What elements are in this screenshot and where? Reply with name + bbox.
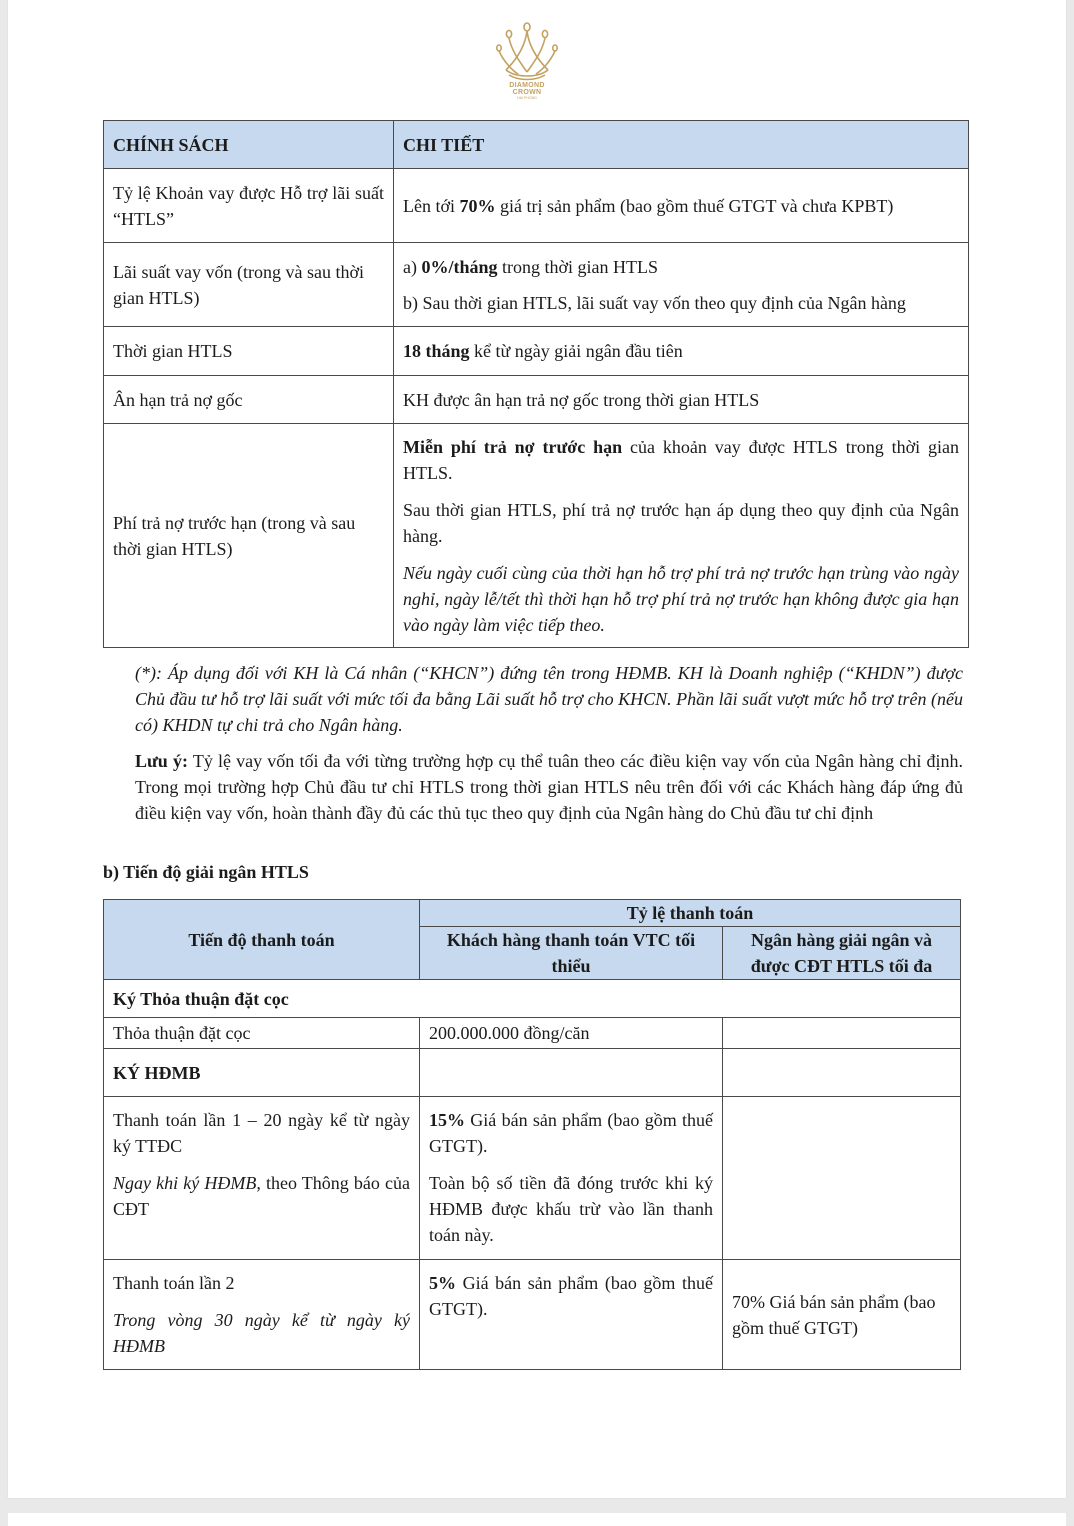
empty-cell — [723, 1049, 961, 1097]
table-row — [104, 243, 969, 327]
section-heading: b) Tiến độ giải ngân HTLS — [103, 862, 309, 882]
header-policy: CHÍNH SÁCH — [104, 121, 394, 169]
detail-cell: KH được ân hạn trả nợ gốc trong thời gian HTLS — [394, 376, 969, 424]
table-row — [104, 424, 969, 648]
payment-1-label: Thanh toán lần 1 – 20 ngày kể từ ngày ký TTĐC Ngay khi ký HĐMB, theo Thông báo của CĐT — [104, 1097, 420, 1260]
empty-cell — [723, 1097, 961, 1260]
table-row — [104, 1260, 961, 1370]
detail-cell: 18 tháng kể từ ngày giải ngân đầu tiên — [394, 327, 969, 376]
deposit-bank — [723, 1018, 961, 1049]
table-row — [104, 1097, 961, 1260]
next-page-edge — [8, 1513, 1066, 1526]
payment-2-value: 5% Giá bán sản phẩm (bao gồm thuế GTGT). — [420, 1260, 723, 1370]
note-paragraph: Lưu ý: Tỷ lệ vay vốn tối đa với từng trường hợp cụ thể tuân theo các điều kiện vay vốn của Ngân hàng chỉ định. Trong mọi trường hợp Chủ đầu tư chỉ HTLS trong thời gian HTLS nêu trên đối với các Khách hàng đáp ứng đủ điều kiện vay vốn, hoàn thành đầy đủ các thủ tục theo quy định của Ngân hàng do Chủ đầu tư chỉ định — [135, 751, 963, 823]
payment-2-label: Thanh toán lần 2 Trong vòng 30 ngày kể từ ngày ký HĐMB — [104, 1260, 420, 1370]
table-row — [104, 980, 961, 1018]
payment-1-value: 15% Giá bán sản phẩm (bao gồm thuế GTGT). Toàn bộ số tiền đã đóng trước khi ký HĐMB được khấu trừ vào lần thanh toán này. — [420, 1097, 723, 1260]
table-row — [104, 1018, 961, 1049]
detail-cell: a) 0%/tháng trong thời gian HTLS b) Sau thời gian HTLS, lãi suất vay vốn theo quy định của Ngân hàng — [394, 243, 969, 327]
policy-cell: Lãi suất vay vốn (trong và sau thời gian HTLS) — [104, 243, 394, 327]
policy-cell: Ân hạn trả nợ gốc — [104, 376, 394, 424]
disbursement-table — [103, 899, 961, 1370]
header-progress: Tiến độ thanh toán — [104, 900, 420, 980]
logo-line-1: DIAMOND — [509, 82, 545, 89]
payment-2-bank: 70% Giá bán sản phẩm (bao gồm thuế GTGT) — [723, 1260, 961, 1370]
policy-cell: Thời gian HTLS — [104, 327, 394, 376]
policy-cell: Tỷ lệ Khoản vay được Hỗ trợ lãi suất “HTLS” — [104, 169, 394, 243]
section-row-contract: KÝ HĐMB — [104, 1049, 420, 1097]
logo-line-3: HAI PHONG — [517, 96, 537, 100]
table-row — [104, 376, 969, 424]
table-row — [104, 327, 969, 376]
logo-line-2: CROWN — [512, 89, 542, 96]
diamond-crown-logo — [492, 22, 562, 110]
deposit-value: 200.000.000 đồng/căn — [420, 1018, 723, 1049]
header-bank-max: Ngân hàng giải ngân và được CĐT HTLS tối đa — [723, 927, 961, 980]
header-payment-rate: Tỷ lệ thanh toán — [420, 900, 961, 927]
detail-cell: Lên tới 70% giá trị sản phẩm (bao gồm thuế GTGT và chưa KPBT) — [394, 169, 969, 243]
crown-icon — [494, 22, 560, 82]
empty-cell — [420, 1049, 723, 1097]
table-row — [104, 169, 969, 243]
policy-cell: Phí trả nợ trước hạn (trong và sau thời gian HTLS) — [104, 424, 394, 648]
header-detail: CHI TIẾT — [394, 121, 969, 169]
section-row-deposit: Ký Thỏa thuận đặt cọc — [104, 980, 961, 1018]
document-page — [8, 0, 1066, 1498]
deposit-label: Thỏa thuận đặt cọc — [104, 1018, 420, 1049]
footnote: (*): Áp dụng đối với KH là Cá nhân (“KHCN”) đứng tên trong HĐMB. KH là Doanh nghiệp (“KHDN”) được Chủ đầu tư hỗ trợ lãi suất với mức tối đa bằng Lãi suất hỗ trợ cho KHCN. Phần lãi suất vượt mức hỗ trợ trên (nếu có) KHDN tự chi trả cho Ngân hàng. — [135, 663, 963, 735]
policy-table — [103, 120, 969, 648]
detail-cell: Miễn phí trả nợ trước hạn của khoản vay được HTLS trong thời gian HTLS. Sau thời gian HTLS, phí trả nợ trước hạn áp dụng theo quy định của Ngân hàng. Nếu ngày cuối cùng của thời hạn hỗ trợ phí trả nợ trước hạn trùng vào ngày nghỉ, ngày lễ/tết thì thời hạn hỗ trợ phí trả nợ trước hạn không được gia hạn vào ngày làm việc tiếp theo. — [394, 424, 969, 648]
header-customer-min: Khách hàng thanh toán VTC tối thiểu — [420, 927, 723, 980]
table-row — [104, 1049, 961, 1097]
